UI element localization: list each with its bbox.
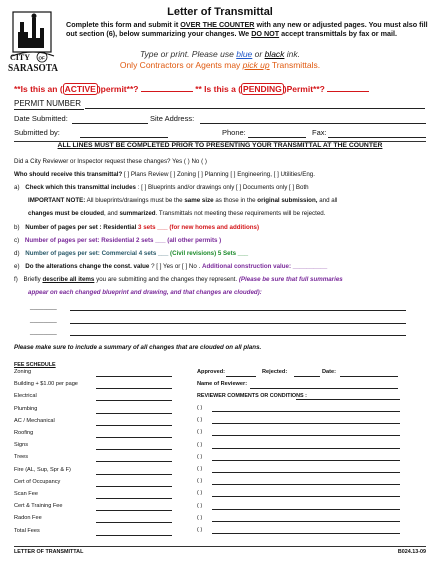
comment-bullet: ( ) — [197, 441, 203, 448]
f-part: Briefly — [23, 276, 43, 283]
who-receive-options[interactable]: [ ] Plans Review [ ] Zoning [ ] Planning [ ] Engineering, [ ] Utilities/Eng. — [124, 171, 315, 178]
fax-field[interactable] — [328, 137, 426, 138]
fee-item-field[interactable] — [96, 413, 172, 414]
d-value-1[interactable]: sets ___ — [143, 250, 171, 257]
approved-field[interactable] — [226, 376, 256, 377]
ink-part: or — [252, 49, 265, 59]
fee-item-label: Total Fees — [14, 527, 40, 534]
intro-text — [66, 20, 436, 39]
desc-dash: ________ — [30, 329, 57, 335]
phone-field[interactable] — [248, 137, 306, 138]
fee-item-label: Scan Fee — [14, 491, 38, 497]
permit-number-field[interactable] — [85, 108, 425, 109]
fee-item-field[interactable] — [96, 461, 172, 462]
date-submitted-label: Date Submitted: — [14, 114, 68, 123]
active-prefix: **Is this an ( — [14, 84, 63, 94]
fee-item-field[interactable] — [96, 437, 172, 438]
fee-item-field[interactable] — [96, 425, 172, 426]
footer-right: B024.13-09 — [397, 549, 426, 555]
active-suffix: )permit**? — [97, 84, 139, 94]
rejected-field[interactable] — [294, 376, 320, 377]
fee-item-label: Radon Fee — [14, 515, 42, 522]
fee-item-label: AC / Mechanical — [14, 417, 55, 424]
intro-part: accept transmittals by fax or mail. — [279, 29, 397, 39]
b-value[interactable]: 3 sets ___ (for new homes and additions) — [138, 224, 260, 231]
changes-clouded: changes must be clouded — [28, 210, 104, 217]
note-part: as those in the — [213, 197, 258, 204]
question-d — [14, 250, 248, 257]
pending-word: PENDING — [243, 84, 282, 94]
comment-bullet: ( ) — [197, 527, 203, 533]
comment-bullet: ( ) — [197, 429, 203, 436]
c-value[interactable]: ___ (all other permits ) — [155, 237, 222, 244]
f-describe: describe all items — [42, 276, 95, 283]
same-size: same size — [184, 197, 214, 204]
permit-status-line — [14, 84, 369, 94]
important-label: IMPORTANT NOTE: — [28, 197, 86, 204]
do-not: DO NOT — [251, 29, 280, 39]
ink-black: black — [264, 49, 285, 59]
fee-item-field[interactable] — [96, 535, 172, 536]
a-label: a) — [14, 184, 20, 191]
footer-left: LETTER OF TRANSMITTAL — [14, 549, 84, 555]
comments-label: REVIEWER COMMENTS OR CONDITIONS : — [197, 393, 307, 399]
comment-bullet: ( ) — [197, 490, 203, 497]
ink-instruction — [0, 49, 440, 59]
reviewer-label: Name of Reviewer: — [197, 381, 248, 387]
e-blank[interactable]: __________ — [292, 263, 328, 270]
footer-divider — [14, 546, 426, 547]
c-label: c) — [14, 237, 20, 244]
submitted-by-label: Submitted by: — [14, 128, 60, 137]
active-blank[interactable] — [141, 91, 193, 92]
comment-line[interactable] — [212, 423, 400, 424]
fee-item-field[interactable] — [96, 522, 172, 523]
f-please-cont: appear on each changed blueprint and drawing, and that changes are clouded): — [28, 289, 262, 296]
permit-number-underline — [14, 109, 84, 110]
over-the-counter: OVER THE COUNTER — [180, 20, 255, 29]
fee-item-field[interactable] — [96, 486, 172, 487]
date-submitted-field[interactable] — [72, 123, 148, 124]
date-label: Date: — [322, 369, 336, 375]
fee-item-label: Building + $1.00 per page — [14, 381, 78, 388]
pickup-part: Transmittals. — [269, 60, 321, 70]
desc-dash: ________ — [30, 304, 57, 310]
approved-label: Approved: — [197, 369, 225, 375]
reviewer-field[interactable] — [250, 388, 398, 389]
pickup-instruction — [0, 60, 440, 70]
description-line[interactable] — [70, 310, 406, 311]
question-f — [14, 276, 343, 283]
summarized: summarized — [119, 210, 156, 217]
date-field[interactable] — [340, 376, 398, 377]
comment-line[interactable] — [212, 472, 400, 473]
comment-line[interactable] — [212, 521, 400, 522]
question-a — [14, 184, 309, 191]
fee-item-field[interactable] — [96, 388, 172, 389]
comment-line[interactable] — [212, 460, 400, 461]
permit-number-label: PERMIT NUMBER — [14, 99, 81, 108]
ink-blue: blue — [236, 49, 253, 59]
comment-line[interactable] — [212, 484, 400, 485]
svg-text:OF: OF — [38, 55, 45, 61]
a-text: Check which this transmittal includes — [25, 184, 136, 191]
comment-bullet: ( ) — [197, 453, 203, 460]
svg-text:CITY: CITY — [10, 53, 31, 62]
comment-bullet: ( ) — [197, 514, 203, 521]
note-part: All blueprints/drawings must be the — [85, 197, 185, 204]
phone-label: Phone: — [222, 128, 246, 137]
fee-schedule-header: FEE SCHEDULE — [14, 362, 56, 368]
fee-item-label: Plumbing — [14, 405, 38, 412]
comment-line[interactable] — [212, 533, 400, 534]
intro-part: Complete this form and submit it — [66, 20, 181, 29]
e-options[interactable]: ? [ ] Yes or [ ] No . — [149, 263, 202, 270]
pending-suffix: )Permit**? — [283, 84, 325, 94]
fee-item-label: Cert of Occupancy — [14, 478, 61, 485]
original-submission: original submission, — [257, 197, 318, 204]
important-note — [28, 197, 337, 204]
e-label: e) — [14, 263, 20, 270]
e-text: Do the alterations change the const. value — [25, 263, 150, 270]
important-note-cont — [28, 210, 325, 217]
svg-text:SARASOTA: SARASOTA — [8, 63, 59, 74]
summary-note: Please make sure to include a summary of all changes that are clouded on all plans. — [14, 344, 262, 351]
note-part: . Transmittals not meeting these requirements will be rejected. — [155, 210, 326, 217]
f-part: you are submitting and the changes they represent. — [94, 276, 239, 283]
comment-line[interactable] — [212, 411, 400, 412]
ink-part: Type or print. Please use — [139, 49, 237, 59]
fee-item-label: Cert & Training Fee — [14, 503, 63, 510]
note-part: and all — [317, 197, 338, 204]
fax-label: Fax: — [312, 128, 327, 137]
fee-item-label: Electrical — [14, 393, 37, 400]
comment-bullet: ( ) — [197, 478, 203, 485]
city-reviewer-question: Did a City Reviewer or Inspector request these changes? Yes ( ) No ( ) — [14, 158, 207, 165]
fee-item-label: Zoning — [14, 369, 32, 375]
comment-bullet: ( ) — [197, 405, 203, 411]
description-line[interactable] — [70, 323, 406, 324]
f-label: f) — [14, 276, 18, 283]
comment-bullet: ( ) — [197, 502, 203, 509]
who-receive-line — [14, 171, 315, 178]
fee-item-field[interactable] — [96, 498, 172, 499]
comment-line[interactable] — [212, 448, 400, 449]
d-label: d) — [14, 250, 20, 257]
comment-bullet: ( ) — [197, 417, 203, 424]
intro-part: with any new or adjusted pages. You must also fill out section (6), below summarizing your changes. We — [66, 20, 428, 39]
pickup-word: pick up — [242, 60, 270, 70]
fee-item-field[interactable] — [96, 449, 172, 450]
comments-field[interactable] — [296, 399, 400, 400]
site-address-field[interactable] — [200, 123, 426, 124]
d-text: Number of pages per set: Commercial 4 — [25, 250, 144, 257]
fee-item-field[interactable] — [96, 510, 172, 511]
note-part: , and — [103, 210, 120, 217]
f-please: (Please be sure that full summaries — [238, 276, 343, 283]
fee-item-label: Roofing — [14, 430, 34, 436]
fee-item-label: Fire (AL, Sup, Spr & F) — [14, 466, 71, 473]
question-b — [14, 224, 259, 231]
all-lines-notice: ALL LINES MUST BE COMPLETED PRIOR TO PRESENTING YOUR TRANSMITTAL AT THE COUNTER — [57, 142, 383, 149]
d-value-2[interactable]: (Civil revisions) 5 Sets ___ — [170, 250, 249, 257]
comment-line[interactable] — [212, 435, 400, 436]
comment-line[interactable] — [212, 496, 400, 497]
c-text: Number of pages per set: Residential 2 sets — [24, 237, 156, 244]
a-options[interactable]: : [ ] Blueprints and/or drawings only [ ] Documents only [ ] Both — [135, 184, 309, 191]
fee-item-field[interactable] — [96, 474, 172, 475]
rejected-label: Rejected: — [262, 369, 288, 375]
who-receive-label: Who should receive this transmittal? — [14, 171, 123, 178]
pending-prefix: ** Is this a ( — [195, 84, 242, 94]
e-additional: Additional construction value: — [202, 263, 293, 270]
form-title: Letter of Transmittal — [167, 6, 273, 18]
comment-line[interactable] — [212, 509, 400, 510]
question-c — [14, 237, 221, 244]
question-e — [14, 263, 327, 270]
ink-part: ink. — [284, 49, 301, 59]
b-label: b) — [14, 224, 20, 231]
desc-dash: ________ — [30, 317, 57, 323]
active-word: ACTIVE — [64, 84, 96, 94]
pickup-part: Only Contractors or Agents may — [119, 60, 243, 70]
site-address-label: Site Address: — [150, 114, 195, 123]
fee-item-label: Signs — [14, 442, 28, 449]
comment-bullet: ( ) — [197, 466, 203, 472]
description-line[interactable] — [70, 335, 406, 336]
fee-item-field[interactable] — [96, 400, 172, 401]
fee-item-field[interactable] — [96, 376, 172, 377]
fee-item-label: Trees — [14, 454, 29, 461]
submitted-by-field[interactable] — [80, 137, 168, 138]
pending-blank[interactable] — [327, 91, 369, 92]
b-text: Number of pages per set : Residential — [25, 224, 139, 231]
